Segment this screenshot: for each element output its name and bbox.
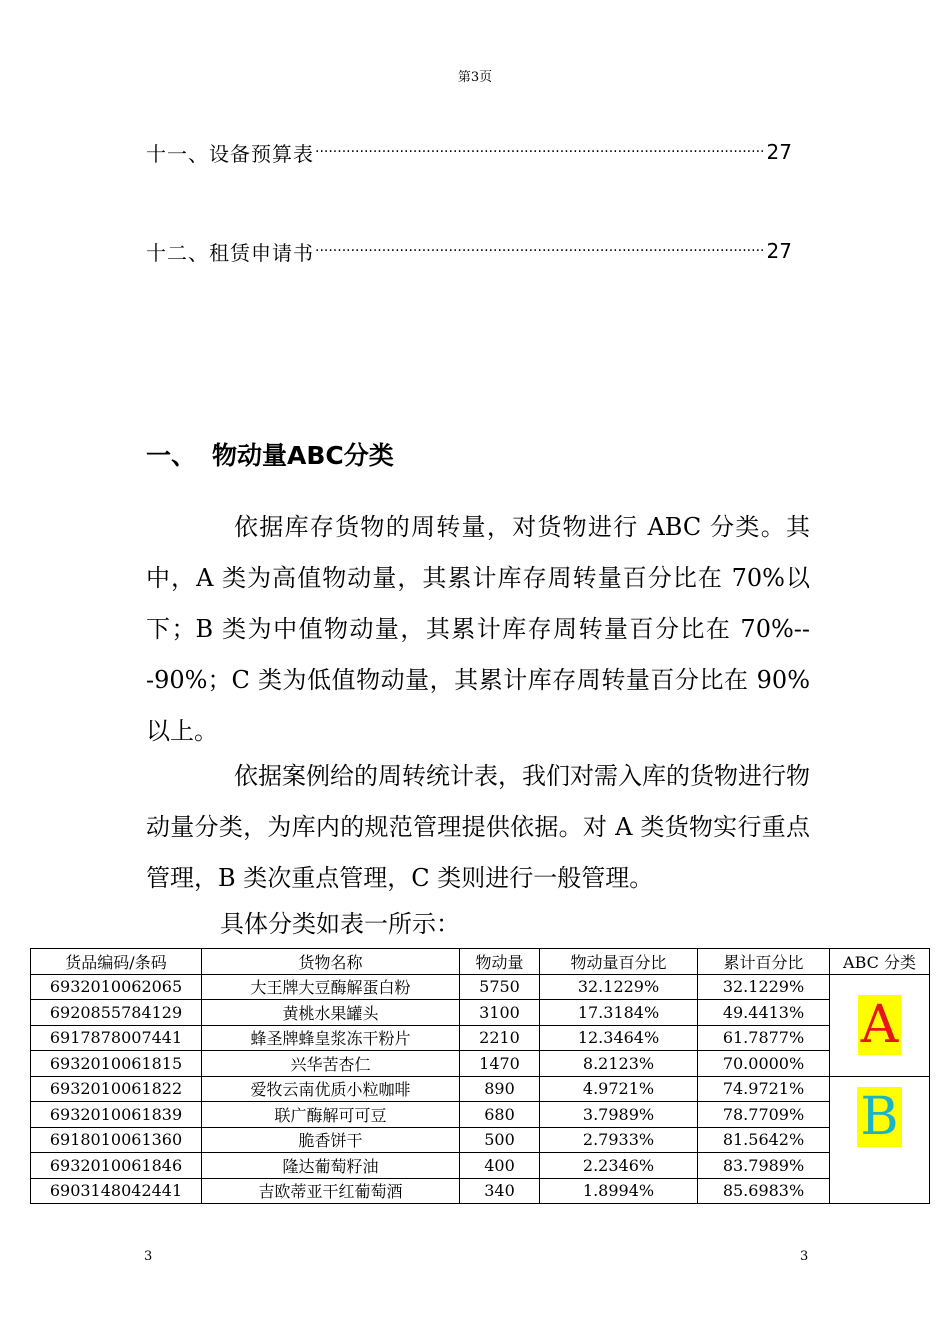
cell-name: 兴华苦杏仁 [202,1051,460,1077]
footer-page-number-left: 3 [144,1249,153,1264]
cell-cumulative-percent: 61.7877% [698,1025,830,1051]
table-caption: 具体分类如表一所示： [220,910,460,938]
cell-volume: 1470 [460,1051,540,1077]
cell-volume: 400 [460,1153,540,1179]
cell-cumulative-percent: 78.7709% [698,1102,830,1128]
table-row [31,1076,930,1102]
cell-cumulative-percent: 85.6983% [698,1178,830,1204]
cell-volume-percent: 1.8994% [540,1178,698,1204]
cell-name: 吉欧蒂亚干红葡萄酒 [202,1178,460,1204]
cell-volume-percent: 8.2123% [540,1051,698,1077]
toc-entry-label: 十一、设备预算表 [146,141,314,166]
cell-volume: 890 [460,1076,540,1102]
section-number: 一、 [146,441,197,470]
cell-name: 大王牌大豆酶解蛋白粉 [202,974,460,1000]
cell-name: 黄桃水果罐头 [202,1000,460,1026]
cell-cumulative-percent: 83.7989% [698,1153,830,1179]
table-row [31,1178,930,1204]
cell-volume: 500 [460,1127,540,1153]
cell-code: 6903148042441 [31,1178,202,1204]
cell-volume-percent: 32.1229% [540,974,698,1000]
toc-leader-dots [315,243,766,259]
cell-cumulative-percent: 81.5642% [698,1127,830,1153]
paragraph-management-approach: 依据案例给的周转统计表，我们对需入库的货物进行物动量分类，为库内的规范管理提供依据。对 A 类货物实行重点管理，B 类次重点管理，C 类则进行一般管理。 [146,762,810,892]
header-abc-class: ABC 分类 [830,949,930,975]
table-row [31,1051,930,1077]
cell-code: 6932010061839 [31,1102,202,1128]
cell-volume-percent: 17.3184% [540,1000,698,1026]
header-code: 货品编码/条码 [31,949,202,975]
cell-name: 隆达葡萄籽油 [202,1153,460,1179]
table-row [31,1025,930,1051]
abc-class-cell [830,1076,930,1204]
page-header: 第3页 [457,70,493,85]
cell-code: 6932010061846 [31,1153,202,1179]
cell-name: 爱牧云南优质小粒咖啡 [202,1076,460,1102]
toc-entry-label: 十二、租赁申请书 [146,240,314,265]
header-cumulative-percent: 累计百分比 [698,949,830,975]
cell-cumulative-percent: 49.4413% [698,1000,830,1026]
section-heading [146,436,394,472]
cell-volume: 3100 [460,1000,540,1026]
section-title: 物动量ABC分类 [212,441,394,470]
cell-code: 6932010061815 [31,1051,202,1077]
header-volume-percent: 物动量百分比 [540,949,698,975]
cell-volume: 5750 [460,974,540,1000]
table-header-row [31,949,930,975]
cell-name: 联广酶解可可豆 [202,1102,460,1128]
cell-cumulative-percent: 70.0000% [698,1051,830,1077]
cell-code: 6917878007441 [31,1025,202,1051]
table-row [31,1000,930,1026]
table-row [31,1127,930,1153]
cell-volume: 680 [460,1102,540,1128]
table-row [31,974,930,1000]
table-row [31,1102,930,1128]
cell-cumulative-percent: 74.9721% [698,1076,830,1102]
cell-volume-percent: 12.3464% [540,1025,698,1051]
cell-name: 蜂圣牌蜂皇浆冻干粉片 [202,1025,460,1051]
toc-entry-12[interactable] [146,236,792,266]
toc-entry-11[interactable] [146,137,792,167]
cell-volume-percent: 2.2346% [540,1153,698,1179]
cell-volume: 340 [460,1178,540,1204]
cell-code: 6932010062065 [31,974,202,1000]
header-name: 货物名称 [202,949,460,975]
cell-code: 6932010061822 [31,1076,202,1102]
toc-entry-page: 27 [766,140,792,164]
cell-volume: 2210 [460,1025,540,1051]
table-row [31,1153,930,1179]
toc-leader-dots [315,144,766,160]
toc-entry-page: 27 [766,239,792,263]
cell-code: 6918010061360 [31,1127,202,1153]
cell-volume-percent: 4.9721% [540,1076,698,1102]
abc-classification-table [30,948,930,1204]
cell-code: 6920855784129 [31,1000,202,1026]
header-volume: 物动量 [460,949,540,975]
paragraph-classification-rules: 依据库存货物的周转量，对货物进行 ABC 分类。其中，A 类为高值物动量，其累计库存周转量百分比在 70%以下；B 类为中值物动量，其累计库存周转量百分比在 70%---90%；C 类为低值物动量，其累计库存周转量百分比在 90%以上。 [146,513,810,745]
abc-class-letter: A [858,995,902,1055]
footer-page-number-right: 3 [800,1249,809,1264]
cell-volume-percent: 3.7989% [540,1102,698,1128]
cell-cumulative-percent: 32.1229% [698,974,830,1000]
cell-name: 脆香饼干 [202,1127,460,1153]
cell-volume-percent: 2.7933% [540,1127,698,1153]
abc-class-letter: B [857,1087,901,1147]
abc-class-cell [830,974,930,1076]
